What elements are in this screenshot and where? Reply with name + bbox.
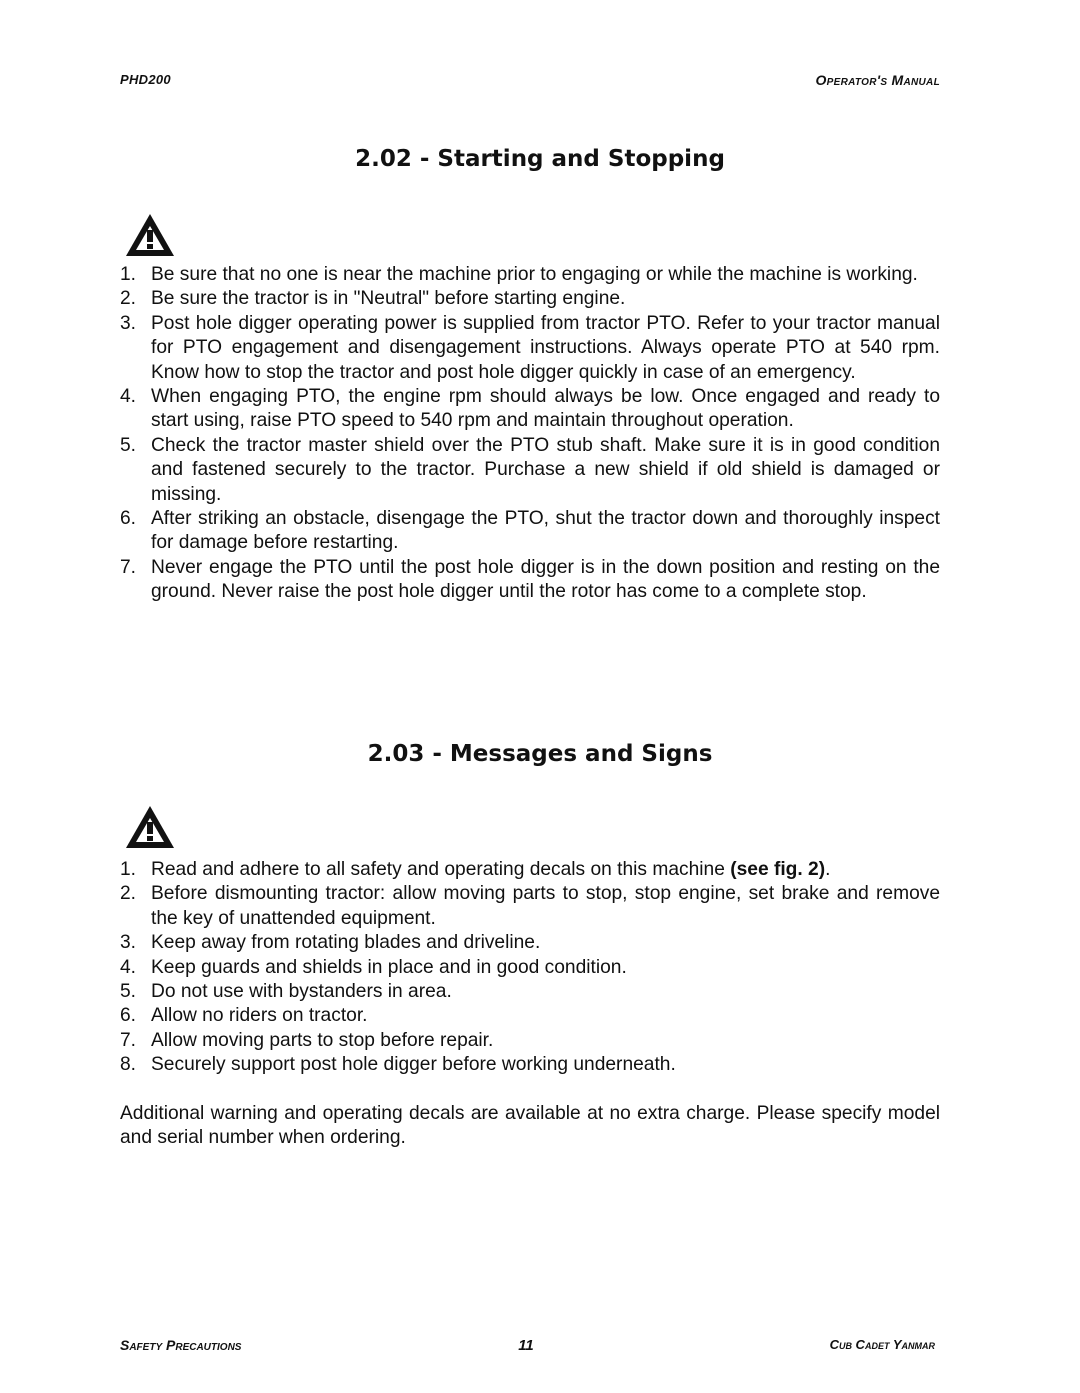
list-item-text: Allow moving parts to stop before repair. xyxy=(151,1029,494,1051)
list-item-number: 6. xyxy=(120,508,137,530)
list-item xyxy=(120,882,940,931)
list-item-text: Before dismounting tractor: allow moving parts to stop, stop engine, set brake and remove the key of unattended equipment. xyxy=(151,883,940,929)
figure-reference: (see fig. 2) xyxy=(730,859,826,880)
additional-decals-note: Additional warning and operating decals are available at no extra charge. Please specify model and serial number when ordering. xyxy=(120,1103,940,1149)
list-item-number: 2. xyxy=(120,288,137,310)
list-item xyxy=(120,507,940,556)
list-item-text: Check the tractor master shield over the PTO stub shaft. Make sure it is in good condition and fastened securely to the tractor. Purchase a new shield if old shield is damaged or missing. xyxy=(151,434,940,505)
footer-section-name: Safety Precautions xyxy=(120,1337,242,1353)
list-item-text: Never engage the PTO until the post hole digger is in the down position and resting on the ground. Never raise the post hole digger until the rotor has come to a complete stop. xyxy=(151,556,940,603)
list-item-number: 2. xyxy=(120,883,137,905)
warning-triangle-icon xyxy=(124,804,176,850)
list-item-text: Be sure that no one is near the machine prior to engaging or while the machine is working. xyxy=(151,264,918,285)
list-item-text: Allow no riders on tractor. xyxy=(151,1005,368,1027)
list-item-text: Securely support post hole digger before working underneath. xyxy=(151,1054,676,1076)
list-item-tail: . xyxy=(825,859,831,880)
starting-stopping-list xyxy=(120,263,940,605)
list-item-number: 8. xyxy=(120,1054,137,1076)
list-item-number: 3. xyxy=(120,932,137,954)
list-item xyxy=(120,263,940,287)
page-number: 11 xyxy=(518,1337,534,1354)
section-title-messages-signs: 2.03 - Messages and Signs xyxy=(367,741,713,767)
header-model: PHD200 xyxy=(120,72,171,87)
list-item-text: Be sure the tractor is in "Neutral" before starting engine. xyxy=(151,288,626,310)
list-item-number: 1. xyxy=(120,264,137,285)
list-item xyxy=(120,434,940,507)
list-item-text: Read and adhere to all safety and operating decals on this machine xyxy=(151,859,731,880)
section-title-starting-stopping: 2.02 - Starting and Stopping xyxy=(355,146,725,172)
list-item-text: Keep guards and shields in place and in good condition. xyxy=(151,956,627,978)
list-item xyxy=(120,312,940,385)
list-item xyxy=(120,1053,940,1077)
list-item xyxy=(120,1004,940,1028)
list-item xyxy=(120,287,940,311)
list-item-text: Post hole digger operating power is supplied from tractor PTO. Refer to your tractor manual for PTO engagement and disengagement instructions. Always operate PTO at 540 rpm. Know how to stop the tractor and post hole digger quickly in case of an emergency. xyxy=(151,312,940,383)
list-item-number: 1. xyxy=(120,859,137,880)
list-item-number: 7. xyxy=(120,1029,137,1051)
list-item-text: Do not use with bystanders in area. xyxy=(151,981,452,1003)
list-item xyxy=(120,858,940,882)
warning-triangle-icon xyxy=(124,212,176,258)
list-item xyxy=(120,956,940,980)
list-item-number: 6. xyxy=(120,1005,137,1027)
list-item-text: Keep away from rotating blades and driveline. xyxy=(151,932,541,954)
list-item xyxy=(120,931,940,955)
list-item-text: After striking an obstacle, disengage the PTO, shut the tractor down and thoroughly inspect for damage before restarting. xyxy=(151,508,940,554)
list-item xyxy=(120,980,940,1004)
list-item-number: 4. xyxy=(120,956,137,978)
list-item-number: 5. xyxy=(120,434,137,456)
list-item xyxy=(120,385,940,434)
list-item-number: 5. xyxy=(120,981,137,1003)
header-manual-title: Operator's Manual xyxy=(815,72,940,88)
messages-signs-list xyxy=(120,858,940,1078)
list-item-number: 4. xyxy=(120,386,137,408)
list-item-number: 7. xyxy=(120,556,137,578)
list-item-number: 3. xyxy=(120,312,137,334)
list-item xyxy=(120,556,940,605)
footer-brand: Cub Cadet Yanmar xyxy=(829,1337,935,1352)
list-item xyxy=(120,1029,940,1053)
list-item-text: When engaging PTO, the engine rpm should always be low. Once engaged and ready to start using, raise PTO speed to 540 rpm and maintain throughout operation. xyxy=(151,386,940,432)
